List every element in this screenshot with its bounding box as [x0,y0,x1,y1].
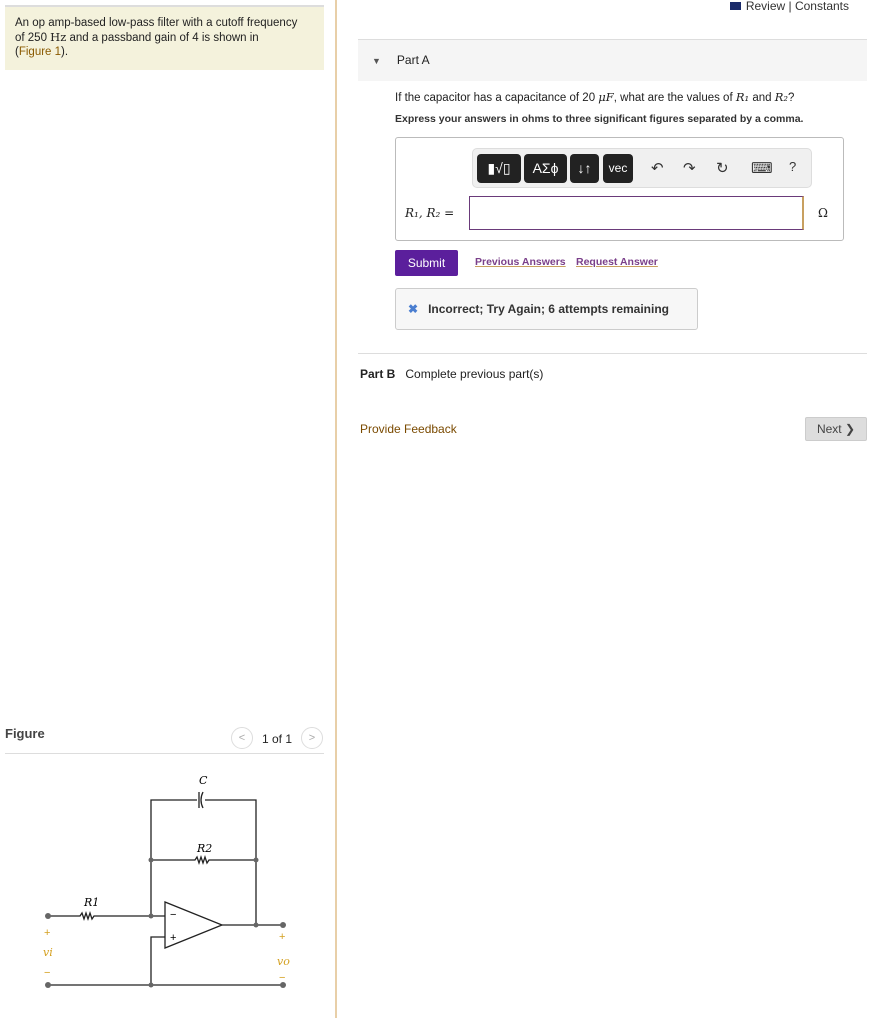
part-a-header[interactable] [358,39,867,81]
undo-icon[interactable]: ↶ [651,160,664,177]
svg-text:−: − [279,972,286,984]
review-link[interactable]: Review [745,0,786,13]
redo-icon[interactable]: ↷ [683,160,696,177]
templates-button[interactable]: ▮√▯ [477,154,521,183]
next-figure-button[interactable]: > [301,727,323,749]
prev-figure-button[interactable]: < [231,727,253,749]
part-b [360,367,543,381]
intro-text: and a passband gain of 4 is shown in [66,32,259,44]
r1-symbol: R₁ [735,90,750,104]
previous-answers-link[interactable]: Previous Answers [475,256,566,268]
x-icon: ✖ [408,302,419,316]
label-r2: R2 [197,842,213,855]
figure-link[interactable]: Figure 1 [18,46,62,58]
greek-button[interactable]: ΑΣϕ [524,154,567,183]
arrows-button[interactable]: ↓↑ [570,154,599,183]
figure-title: Figure [5,726,45,741]
question-text: If the capacitor has a capacitance of 20 [395,92,599,104]
paren: ). [61,46,69,58]
panel-divider[interactable] [335,0,337,1018]
help-icon[interactable]: ? [789,159,797,174]
part-a-title: Part A [396,53,430,67]
request-answer-link[interactable]: Request Answer [576,256,658,268]
label-vo: vo [277,955,290,968]
keyboard-icon[interactable]: ⌨ [751,160,773,177]
intro-text: An op amp-based low-pass filter with a cutoff frequency [15,17,298,29]
feedback-text: Incorrect; Try Again; 6 attempts remaining [428,302,670,316]
book-icon [730,2,741,10]
instructions: Express your answers in ohms to three significant figures separated by a comma. [395,113,804,125]
answer-input[interactable] [469,196,804,230]
label-c: C [199,774,208,787]
divider [5,753,324,754]
collapse-triangle-icon[interactable]: ▼ [372,56,381,66]
cap-unit: μF [598,90,614,104]
divider [358,353,867,354]
part-b-title: Part B [360,367,396,381]
review-constants [730,0,849,13]
svg-text:+: + [279,931,286,943]
minus-sign: − [170,909,177,921]
submit-button[interactable]: Submit [395,250,458,276]
question-text: and [749,92,775,104]
constants-link[interactable]: Constants [794,0,849,13]
label-r1: R1 [84,896,100,909]
label-vi: vi [43,946,53,959]
svg-text:−: − [44,967,51,979]
part-b-text: Complete previous part(s) [405,367,544,381]
question [395,90,794,104]
problem-intro [5,5,324,70]
vec-button[interactable]: vec [603,154,633,183]
plus-sign: + [170,932,177,944]
unit-ohm: Ω [818,206,828,220]
reset-icon[interactable]: ↻ [716,160,729,177]
next-button[interactable]: Next ❯ [805,417,867,441]
figure-page: 1 of 1 [262,732,293,746]
answer-label: R₁, R₂ = [405,206,455,220]
svg-text:+: + [44,927,51,939]
circuit-diagram [0,760,330,1010]
paren: ( [15,46,19,58]
r2-symbol: R₂ [774,90,788,104]
question-text: ? [788,92,795,104]
question-text: , what are the values of [613,92,736,104]
feedback-box [395,288,698,330]
unit-hz: Hz [50,30,67,44]
provide-feedback-link[interactable]: Provide Feedback [360,422,457,436]
intro-text: of 250 [15,32,51,44]
math-toolbar [472,148,812,188]
separator: | [785,0,795,13]
